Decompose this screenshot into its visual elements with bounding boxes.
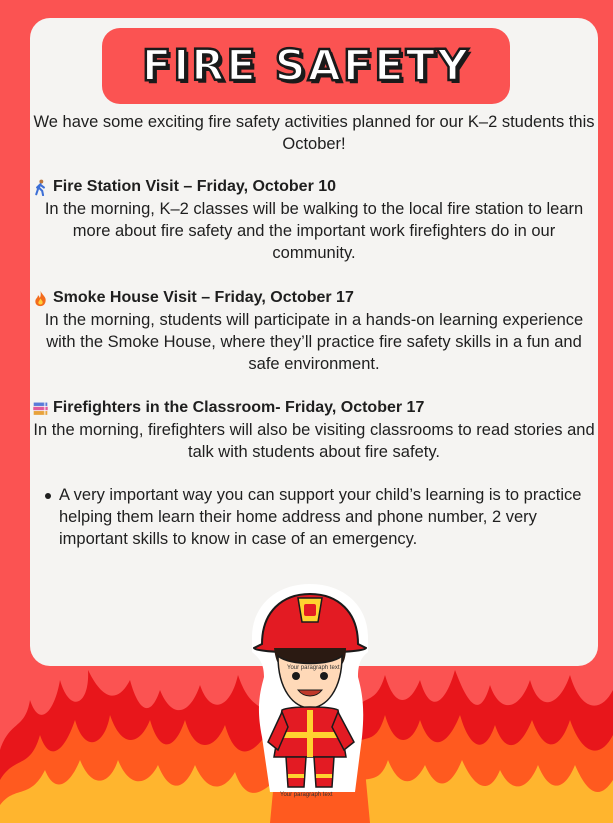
firefighter-illustration <box>250 582 370 812</box>
bullet-list <box>45 484 585 550</box>
page-title: FIRE SAFETY <box>141 41 471 91</box>
section-text: In the morning, K–2 classes will be walking to the local fire station to learn more about fire safety and the important work firefighters do in our community. <box>44 200 584 262</box>
intro-text: We have some exciting fire safety activities planned for our K–2 students this October! <box>33 113 595 153</box>
list-item <box>45 484 585 550</box>
title-banner <box>102 28 510 104</box>
section-heading: Firefighters in the Classroom- Friday, October 17 <box>53 399 425 416</box>
section-smoke-house <box>30 287 598 375</box>
section-heading: Smoke House Visit – Friday, October 17 <box>53 289 354 306</box>
walking-person-icon <box>32 179 49 196</box>
section-heading: Fire Station Visit – Friday, October 10 <box>53 178 337 195</box>
section-firefighters-classroom <box>30 397 598 463</box>
section-text: In the morning, firefighters will also be visiting classrooms to read stories and talk with students about fire safety. <box>33 421 595 461</box>
section-text: In the morning, students will participate in a hands-on learning experience with the Smoke House, where they’ll practice fire safety skills in a fun and safe environment. <box>44 311 584 373</box>
fire-icon <box>32 290 49 307</box>
books-icon <box>32 400 49 417</box>
placeholder-text: Your paragraph text <box>280 792 333 798</box>
section-fire-station <box>30 176 598 264</box>
placeholder-text: Your paragraph text <box>287 665 340 671</box>
bullet-text: A very important way you can support your child’s learning is to practice helping them learn their home address and phone number, 2 very important skills to know in case of an emergency. <box>59 486 582 548</box>
